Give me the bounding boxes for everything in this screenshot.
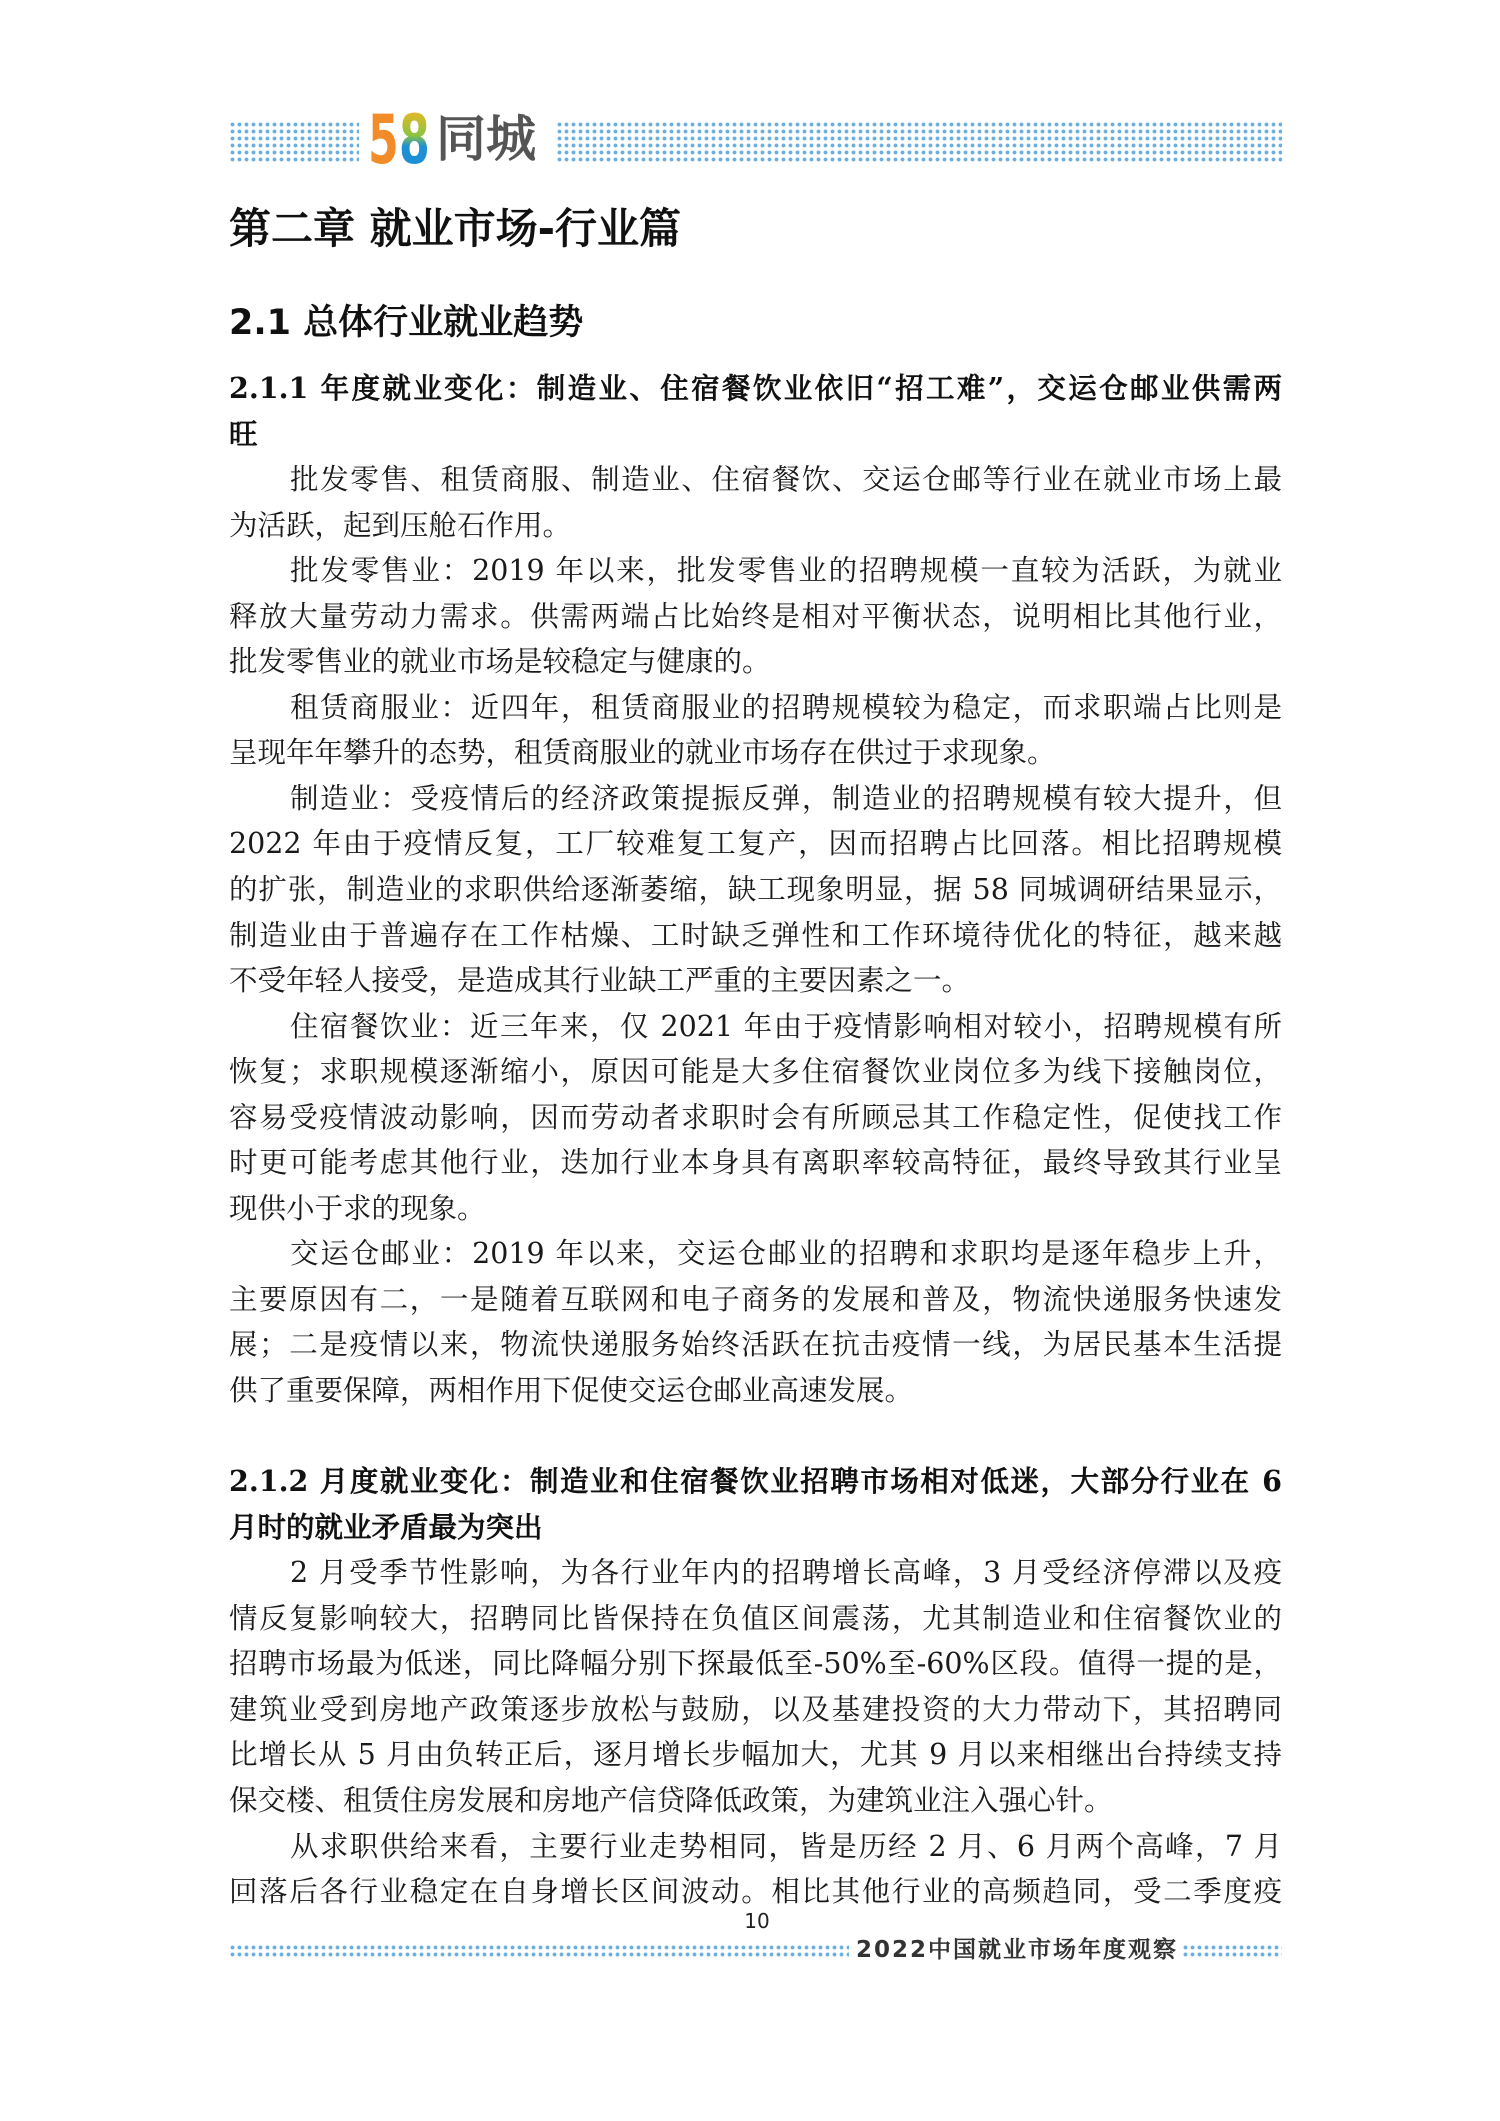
text-line: 为活跃，起到压舱石作用。 — [229, 508, 572, 542]
text-line: 时更可能考虑其他行业，迭加行业本身具有离职率较高特征，最终导致其行业呈 — [229, 1146, 1282, 1180]
paragraph — [229, 1550, 1282, 1823]
paragraph — [229, 1231, 1282, 1413]
paragraph — [229, 685, 1282, 776]
section-title: 2.1 总体行业就业趋势 — [229, 303, 584, 343]
text-line: 供了重要保障，两相作用下促使交运仓邮业高速发展。 — [229, 1374, 914, 1408]
text-line: 批发零售业的就业市场是较稳定与健康的。 — [229, 645, 771, 679]
paragraph — [229, 1824, 1282, 1915]
subsection-heading-2-1-2 — [229, 1459, 1282, 1550]
text-line: 制造业由于普遍存在工作枯燥、工时缺乏弹性和工作环境待优化的特征，越来越 — [229, 918, 1282, 952]
text-line: 呈现年年攀升的态势，租赁商服业的就业市场存在供过于求现象。 — [229, 736, 1056, 770]
text-line: 交运仓邮业：2019 年以来，交运仓邮业的招聘和求职均是逐年稳步上升， — [290, 1237, 1282, 1271]
subsection-heading-2-1-1 — [229, 366, 1282, 457]
footer-dot-pattern-right — [1182, 1944, 1282, 1957]
footer-dot-pattern-left — [229, 1944, 849, 1957]
text-line: 释放大量劳动力需求。供需两端占比始终是相对平衡状态，说明相比其他行业， — [229, 599, 1282, 633]
blank-line — [229, 1414, 1282, 1460]
header-dot-pattern-left — [229, 121, 359, 163]
text-line: 不受年轻人接受，是造成其行业缺工严重的主要因素之一。 — [229, 964, 971, 998]
text-line: 容易受疫情波动影响，因而劳动者求职时会有所顾忌其工作稳定性，促使找工作 — [229, 1100, 1282, 1134]
logo-digit-five: 5 — [368, 101, 399, 180]
text-line: 的扩张，制造业的求职供给逐渐萎缩，缺工现象明显，据 58 同城调研结果显示， — [229, 873, 1282, 907]
text-line: 住宿餐饮业：近三年来，仅 2021 年由于疫情影响相对较小，招聘规模有所 — [290, 1009, 1282, 1043]
text-line: 2 月受季节性影响，为各行业年内的招聘增长高峰，3 月受经济停滞以及疫 — [290, 1556, 1282, 1590]
heading-line: 月时的就业矛盾最为突出 — [229, 1509, 543, 1544]
text-line: 批发零售、租赁商服、制造业、住宿餐饮、交运仓邮等行业在就业市场上最 — [290, 463, 1282, 497]
text-line: 批发零售业：2019 年以来，批发零售业的招聘规模一直较为活跃，为就业 — [290, 554, 1282, 588]
text-line: 主要原因有二，一是随着互联网和电子商务的发展和普及，物流快递服务快速发 — [229, 1282, 1282, 1316]
heading-line: 2.1.2 月度就业变化：制造业和住宿餐饮业招聘市场相对低迷，大部分行业在 6 — [229, 1464, 1282, 1499]
header-dot-pattern-right — [556, 121, 1282, 163]
text-line: 恢复；求职规模逐渐缩小，原因可能是大多住宿餐饮业岗位多为线下接触岗位， — [229, 1055, 1282, 1089]
text-line: 租赁商服业：近四年，租赁商服业的招聘规模较为稳定，而求职端占比则是 — [290, 690, 1282, 724]
logo-digit-eight: 8 — [399, 101, 430, 180]
text-line: 2022 年由于疫情反复，工厂较难复工复产，因而招聘占比回落。相比招聘规模 — [229, 827, 1282, 861]
heading-line: 2.1.1 年度就业变化：制造业、住宿餐饮业依旧“招工难”，交运仓邮业供需两 — [229, 371, 1282, 405]
text-line: 制造业：受疫情后的经济政策提振反弹，制造业的招聘规模有较大提升，但 — [290, 781, 1282, 815]
text-line: 保交楼、租赁住房发展和房地产信贷降低政策，为建筑业注入强心针。 — [229, 1783, 1113, 1817]
paragraph — [229, 548, 1282, 685]
paragraph — [229, 457, 1282, 548]
logo-wordmark: 同城 — [436, 110, 536, 168]
paragraph — [229, 776, 1282, 1004]
text-line: 展；二是疫情以来，物流快递服务始终活跃在抗击疫情一线，为居民基本生活提 — [229, 1328, 1282, 1362]
page-number: 10 — [744, 1909, 770, 1933]
text-line: 回落后各行业稳定在自身增长区间波动。相比其他行业的高频趋同，受二季度疫 — [229, 1875, 1282, 1909]
text-line: 比增长从 5 月由负转正后，逐月增长步幅加大，尤其 9 月以来相继出台持续支持 — [229, 1738, 1282, 1772]
text-line: 从求职供给来看，主要行业走势相同，皆是历经 2 月、6 月两个高峰，7 月 — [290, 1829, 1282, 1863]
text-line: 招聘市场最为低迷，同比降幅分别下探最低至-50%至-60%区段。值得一提的是， — [229, 1647, 1282, 1681]
footer-report-title: 2022中国就业市场年度观察 — [856, 1937, 1179, 1963]
chapter-title: 第二章 就业市场-行业篇 — [229, 204, 682, 253]
text-line: 现供小于求的现象。 — [229, 1191, 486, 1225]
heading-line: 旺 — [229, 416, 258, 451]
text-line: 建筑业受到房地产政策逐步放松与鼓励，以及基建投资的大力带动下，其招聘同 — [229, 1692, 1282, 1726]
paragraph — [229, 1004, 1282, 1232]
text-line: 情反复影响较大，招聘同比皆保持在负值区间震荡，尤其制造业和住宿餐饮业的 — [229, 1601, 1282, 1635]
body-text — [229, 366, 1282, 1915]
